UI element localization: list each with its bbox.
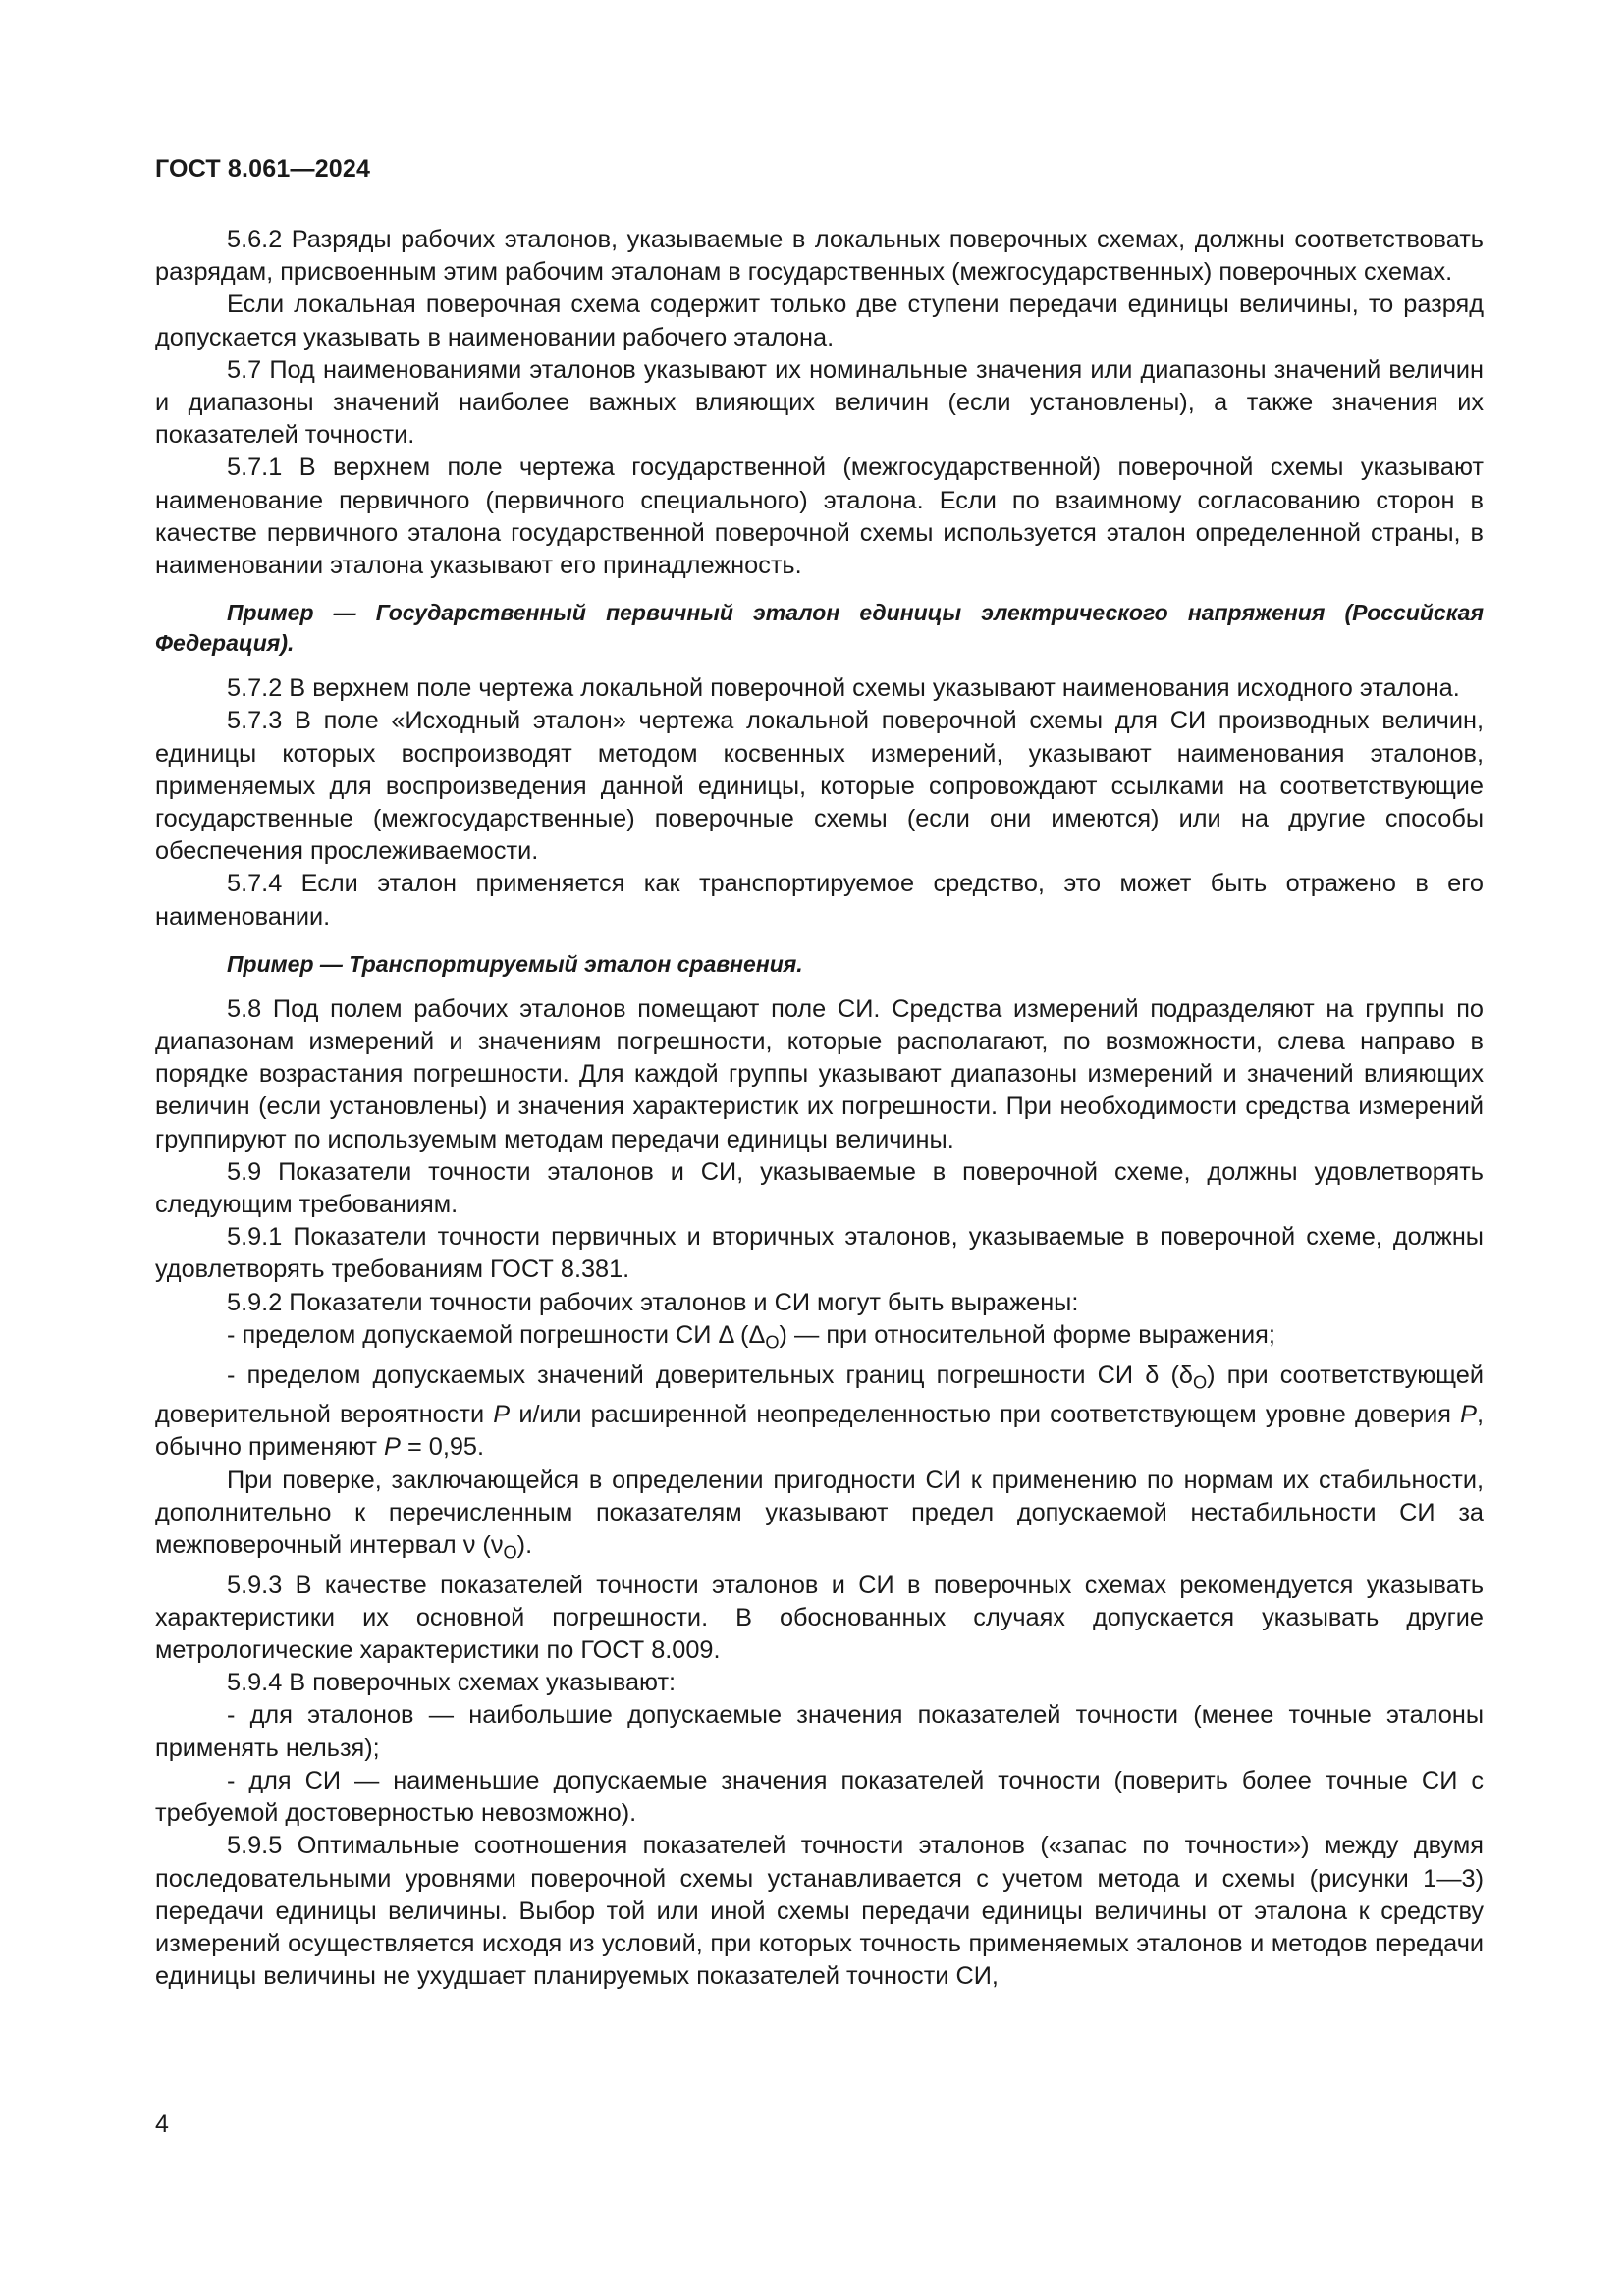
paragraph: 5.6.2 Разряды рабочих эталонов, указываемые в локальных поверочных схемах, должны соответствовать разрядам, присвоенным этим рабочим эталонам в государственных (межгосударственных) поверочных схемах. [155, 226, 1484, 287]
subscript: O [1192, 1372, 1208, 1392]
paragraph: 5.7.4 Если эталон применяется как транспортируемое средство, это может быть отражено в его наименовании. [155, 870, 1484, 931]
subscript: O [765, 1332, 780, 1353]
text-run: - пределом допускаемой погрешности СИ Δ (Δ [227, 1320, 766, 1349]
text-run: , обычно применяют [155, 1401, 1484, 1462]
text-run: При поверке, заключающейся в определении пригодности СИ к применению по нормам их стабильности, дополнительно к перечисленным показателям указывают предел допускаемой нестабильности СИ за межповерочный интервал ν (ν [155, 1466, 1484, 1560]
paragraph: Если локальная поверочная схема содержит только две ступени передачи единицы величины, то разряд допускается указывать в наименовании рабочего эталона. [155, 291, 1484, 351]
paragraph: 5.7.2 В верхнем поле чертежа локальной поверочной схемы указывают наименования исходного эталона. [227, 674, 1460, 703]
document-header: ГОСТ 8.061—2024 [155, 155, 371, 183]
italic-symbol: P [493, 1401, 511, 1429]
subscript: O [503, 1542, 517, 1563]
list-item [155, 1360, 1484, 1465]
page-number: 4 [155, 2110, 169, 2138]
italic-symbol: P [1460, 1401, 1477, 1429]
paragraph [155, 1465, 1484, 1570]
italic-symbol: P [384, 1433, 401, 1462]
paragraph: 5.9.5 Оптимальные соотношения показателей точности эталонов («запас по точности») между двумя последовательными уровнями поверочной схемы устанавливается с учетом метода и схемы (рисунки 1—3) передачи единицы величины. Выбор той или иной схемы передачи единицы величины от эталона к средству измерений осуществляется исходя из условий, при которых точность применяемых эталонов и методов передачи единицы величины не ухудшает планируемых показателей точности СИ, [155, 1832, 1484, 1991]
example-note: Пример — Транспортируемый эталон сравнения. [227, 950, 803, 977]
text-run: = 0,95. [400, 1433, 485, 1462]
list-item: - для эталонов — наибольшие допускаемые значения показателей точности (менее точные эталоны применять нельзя); [155, 1701, 1484, 1762]
text-run: ). [516, 1531, 533, 1560]
text-run: ) при соответствующей доверительной вероятности [155, 1361, 1484, 1429]
list-item: - для СИ — наименьшие допускаемые значения показателей точности (поверить более точные СИ с требуемой достоверностью невозможно). [155, 1766, 1484, 1828]
paragraph: 5.8 Под полем рабочих эталонов помещают поле СИ. Средства измерений подразделяют на группы по диапазонам измерений и значениям погрешности, которые располагают, по возможности, слева направо в порядке возрастания погрешности. Для каждой группы указывают диапазоны измерений и значений влияющих величин (если установлены) и значения характеристик их погрешности. При необходимости средства измерений группируют по используемым методам передачи единицы величины. [155, 994, 1484, 1153]
document-body [155, 224, 1484, 1993]
paragraph: 5.7.3 В поле «Исходный эталон» чертежа локальной поверочной схемы для СИ производных величин, единицы которых воспроизводят методом косвенных измерений, указывают наименования эталонов, применяемых для воспроизведения данной единицы, которые сопровождают ссылками на соответствующие государственные (межгосударственные) поверочные схемы (если они имеются) или на другие способы обеспечения прослеживаемости. [155, 707, 1484, 866]
paragraph: 5.9.1 Показатели точности первичных и вторичных эталонов, указываемые в поверочной схеме, должны удовлетворять требованиям ГОСТ 8.381. [155, 1223, 1484, 1284]
text-run: ) — при относительной форме выражения; [779, 1320, 1275, 1349]
paragraph: 5.9.2 Показатели точности рабочих эталонов и СИ могут быть выражены: [227, 1288, 1079, 1316]
paragraph: 5.7.1 В верхнем поле чертежа государственной (межгосударственной) поверочной схемы указывают наименование первичного (первичного специального) эталона. Если по взаимному согласованию сторон в качестве первичного эталона государственной поверочной схемы используется эталон определенной страны, в наименовании эталона указывают его принадлежность. [155, 454, 1484, 580]
text-run: - пределом допускаемых значений доверительных границ погрешности СИ δ (δ [227, 1361, 1193, 1389]
paragraph: 5.9.3 В качестве показателей точности эталонов и СИ в поверочных схемах рекомендуется указывать характеристики их основной погрешности. В обоснованных случаях допускается указывать другие метрологические характеристики по ГОСТ 8.009. [155, 1571, 1484, 1665]
example-note: Пример — Государственный первичный эталон единицы электрического напряжения (Российская Федерация). [155, 600, 1484, 657]
paragraph: 5.9.4 В поверочных схемах указывают: [227, 1669, 677, 1697]
paragraph: 5.7 Под наименованиями эталонов указывают их номинальные значения или диапазоны значений величин и диапазоны значений наиболее важных влияющих величин (если установлены), а также значения их показателей точности. [155, 355, 1484, 450]
paragraph: 5.9 Показатели точности эталонов и СИ, указываемые в поверочной схеме, должны удовлетворять следующим требованиям. [155, 1157, 1484, 1219]
list-item [155, 1319, 1484, 1360]
text-run: и/или расширенной неопределенностью при соответствующем уровне доверия [510, 1401, 1461, 1429]
